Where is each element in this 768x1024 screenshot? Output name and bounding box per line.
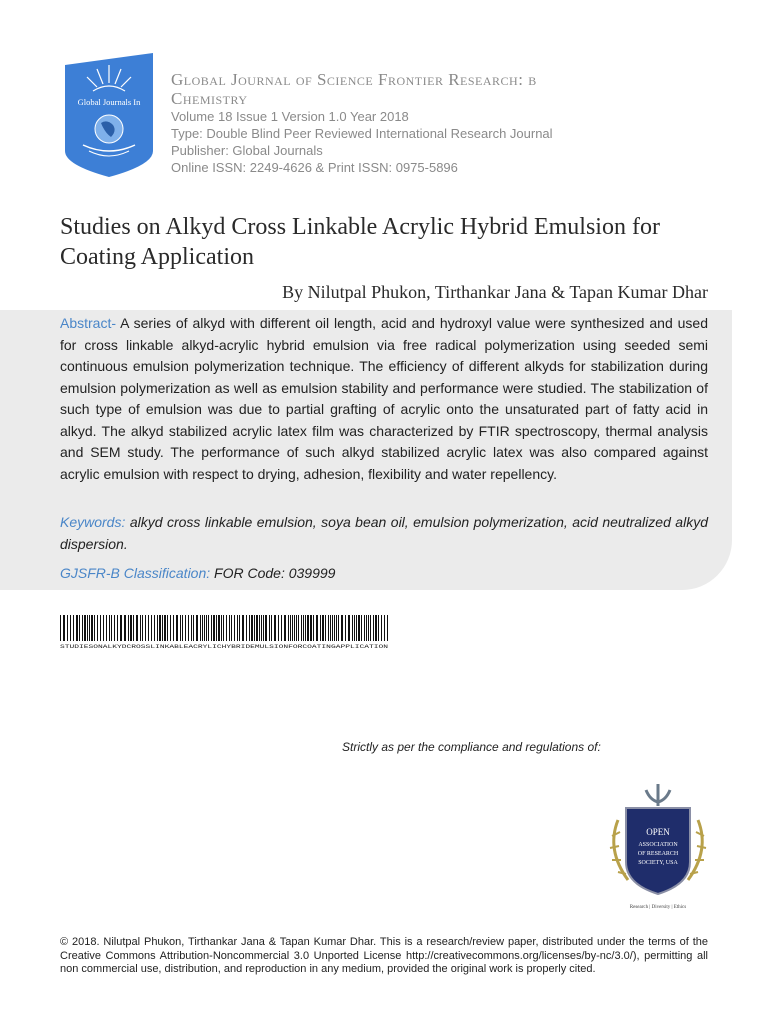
- barcode-bar: [251, 615, 253, 641]
- oar-line-3: OF RESEARCH: [637, 851, 679, 857]
- barcode-bar: [170, 615, 171, 641]
- barcode-bar: [269, 615, 270, 641]
- barcode-bar: [229, 615, 230, 641]
- barcode-bar: [97, 615, 98, 641]
- barcode-bar: [206, 615, 207, 641]
- barcode-bar: [196, 615, 198, 641]
- barcode-bar: [208, 615, 209, 641]
- logo-text: Global Journals In: [77, 97, 141, 107]
- barcode-bar: [366, 615, 367, 641]
- barcode-bar: [310, 615, 312, 641]
- barcode: [60, 615, 388, 651]
- barcode-bar: [213, 615, 215, 641]
- barcode-bar: [221, 615, 222, 641]
- barcode-bar: [136, 615, 138, 641]
- barcode-bar: [63, 615, 65, 641]
- barcode-bar: [341, 615, 343, 641]
- barcode-bar: [261, 615, 262, 641]
- barcode-bar: [204, 615, 205, 641]
- barcode-bar: [254, 615, 255, 641]
- barcode-bar: [130, 615, 132, 641]
- barcode-bar: [334, 615, 335, 641]
- barcode-bar: [216, 615, 217, 641]
- barcode-bar: [325, 615, 326, 641]
- barcode-bar: [348, 615, 350, 641]
- barcode-bar: [67, 615, 68, 641]
- barcode-bar: [305, 615, 306, 641]
- barcode-bar: [218, 615, 220, 641]
- keywords-body: alkyd cross linkable emulsion, soya bean oil, emulsion polymerization, acid neutralized alkyd dispersion.: [60, 514, 708, 552]
- barcode-bar: [100, 615, 101, 641]
- barcode-bar: [87, 615, 88, 641]
- barcode-bar: [162, 615, 163, 641]
- compliance-note: Strictly as per the compliance and regulations of:: [342, 740, 601, 754]
- abstract-body: A series of alkyd with different oil length, acid and hydroxyl value were synthesized and used for cross linkable alkyd-acrylic hybrid emulsion via free radical polymerization using seeded semi continuous emulsion polymerization technique. The efficiency of different alkyds for stabilization during emulsion polymerization as well as emulsion stability and performance were studied. The stabilization of such type of emulsion was due to partial grafting of acrylic onto the unsaturated part of fatty acid in alkyd. The alkyd stabilized acrylic latex film was characterized by FTIR spectroscopy, thermal analysis and SEM study. The performance of such alkyd stabilized acrylic latex was also compared against acrylic emulsion with respect to drying, adhesion, flexibility and water repellency.: [60, 315, 708, 482]
- barcode-bar: [191, 615, 192, 641]
- barcode-bar: [84, 615, 86, 641]
- journal-volume: Volume 18 Issue 1 Version 1.0 Year 2018: [171, 109, 409, 124]
- journal-subject: Chemistry: [171, 89, 248, 108]
- barcode-bar: [284, 615, 286, 641]
- barcode-bar: [133, 615, 134, 641]
- abstract-label: Abstract-: [60, 315, 117, 331]
- barcode-bar: [182, 615, 183, 641]
- barcode-bar: [354, 615, 355, 641]
- barcode-bar: [79, 615, 80, 641]
- oar-tagline: Research | Diversity | Ethics: [629, 905, 687, 910]
- barcode-bar: [290, 615, 291, 641]
- paper-authors: By Nilutpal Phukon, Tirthankar Jana & Tapan Kumar Dhar: [282, 282, 708, 302]
- oar-line-2: ASSOCIATION: [638, 842, 678, 848]
- barcode-bar: [322, 615, 324, 641]
- barcode-bar: [249, 615, 250, 641]
- barcode-bar: [60, 615, 61, 641]
- barcode-bar: [375, 615, 377, 641]
- barcode-bar: [167, 615, 168, 641]
- barcode-bar: [381, 615, 382, 641]
- barcode-bar: [157, 615, 158, 641]
- barcode-bar: [242, 615, 244, 641]
- barcode-bar: [274, 615, 276, 641]
- barcode-bar: [256, 615, 258, 641]
- barcode-bar: [288, 615, 289, 641]
- barcode-text: STUDIESONALKYDCROSSLINKABLEACRYLICHYBRIDEMULSIONFORCOATINGAPPLICATION: [60, 644, 388, 650]
- barcode-bar: [91, 615, 93, 641]
- barcode-bar: [316, 615, 318, 641]
- barcode-bar: [301, 615, 302, 641]
- barcode-bar: [82, 615, 83, 641]
- barcode-bar: [378, 615, 379, 641]
- barcode-bar: [89, 615, 90, 641]
- barcode-bar: [278, 615, 279, 641]
- classification-code: FOR Code: 039999: [210, 565, 336, 581]
- barcode-bar: [296, 615, 297, 641]
- barcode-bar: [303, 615, 304, 641]
- barcode-bar: [358, 615, 360, 641]
- barcode-bar: [352, 615, 353, 641]
- barcode-bar: [128, 615, 129, 641]
- barcode-bar: [345, 615, 346, 641]
- barcode-bar: [328, 615, 329, 641]
- barcode-bar: [164, 615, 166, 641]
- barcode-bar: [142, 615, 143, 641]
- barcode-bar: [292, 615, 293, 641]
- barcode-bar: [259, 615, 260, 641]
- barcode-bar: [145, 615, 146, 641]
- barcode-bar: [151, 615, 152, 641]
- classification-label: GJSFR-B Classification:: [60, 565, 211, 581]
- barcode-bar: [298, 615, 299, 641]
- barcode-bar: [124, 615, 126, 641]
- barcode-bar: [271, 615, 272, 641]
- barcode-bar: [387, 615, 388, 641]
- abstract: [60, 313, 708, 485]
- barcode-bar: [117, 615, 118, 641]
- barcode-bar: [373, 615, 374, 641]
- barcode-bar: [173, 615, 174, 641]
- barcode-bar: [70, 615, 71, 641]
- barcode-bar: [106, 615, 107, 641]
- barcode-bar: [338, 615, 339, 641]
- barcode-bar: [368, 615, 369, 641]
- keywords-label: Keywords:: [60, 514, 126, 530]
- barcode-bars: [60, 615, 388, 641]
- barcode-bar: [211, 615, 212, 641]
- barcode-bar: [281, 615, 282, 641]
- oar-line-4: SOCIETY, USA: [638, 860, 678, 866]
- barcode-bar: [202, 615, 203, 641]
- barcode-bar: [193, 615, 194, 641]
- barcode-bar: [263, 615, 264, 641]
- barcode-bar: [103, 615, 104, 641]
- barcode-bar: [313, 615, 314, 641]
- barcode-bar: [185, 615, 186, 641]
- barcode-bar: [336, 615, 337, 641]
- copyright-notice: © 2018. Nilutpal Phukon, Tirthankar Jana & Tapan Kumar Dhar. This is a research/review paper, distributed under the terms of the Creative Commons Attribution-Noncommercial 3.0 Unported License http://creativecommons.org/licenses/by-nc/3.0/), permitting all non commercial use, distribution, and reproduction in any medium, provided the original work is properly cited.: [60, 936, 708, 975]
- barcode-bar: [73, 615, 74, 641]
- journal-header: [171, 70, 631, 176]
- barcode-bar: [320, 615, 321, 641]
- barcode-bar: [361, 615, 362, 641]
- keywords: [60, 512, 708, 555]
- oar-emblem: [598, 780, 718, 912]
- barcode-bar: [265, 615, 267, 641]
- barcode-bar: [370, 615, 371, 641]
- barcode-bar: [176, 615, 178, 641]
- barcode-bar: [307, 615, 309, 641]
- barcode-bar: [246, 615, 247, 641]
- barcode-bar: [188, 615, 189, 641]
- barcode-bar: [120, 615, 122, 641]
- barcode-bar: [237, 615, 238, 641]
- barcode-bar: [154, 615, 155, 641]
- classification: [60, 563, 708, 584]
- barcode-bar: [159, 615, 161, 641]
- journal-title: Global Journal of Science Frontier Research: b: [171, 70, 537, 89]
- barcode-bar: [226, 615, 227, 641]
- barcode-bar: [364, 615, 365, 641]
- barcode-bar: [76, 615, 78, 641]
- barcode-bar: [148, 615, 149, 641]
- barcode-bar: [234, 615, 235, 641]
- barcode-bar: [94, 615, 95, 641]
- barcode-bar: [140, 615, 141, 641]
- barcode-bar: [332, 615, 333, 641]
- paper-title: Studies on Alkyd Cross Linkable Acrylic Hybrid Emulsion for Coating Application: [60, 214, 660, 270]
- oar-line-1: OPEN: [646, 827, 670, 837]
- barcode-bar: [384, 615, 385, 641]
- journal-type: Type: Double Blind Peer Reviewed International Research Journal: [171, 126, 553, 141]
- barcode-bar: [356, 615, 357, 641]
- global-journals-logo: [63, 53, 155, 177]
- journal-publisher: Publisher: Global Journals: [171, 143, 323, 158]
- barcode-bar: [111, 615, 112, 641]
- barcode-bar: [330, 615, 331, 641]
- barcode-bar: [180, 615, 181, 641]
- barcode-bar: [109, 615, 110, 641]
- journal-issn: Online ISSN: 2249-4626 & Print ISSN: 0975-5896: [171, 160, 458, 175]
- barcode-bar: [200, 615, 201, 641]
- barcode-bar: [231, 615, 232, 641]
- barcode-bar: [223, 615, 224, 641]
- barcode-bar: [239, 615, 240, 641]
- barcode-bar: [114, 615, 115, 641]
- barcode-bar: [294, 615, 295, 641]
